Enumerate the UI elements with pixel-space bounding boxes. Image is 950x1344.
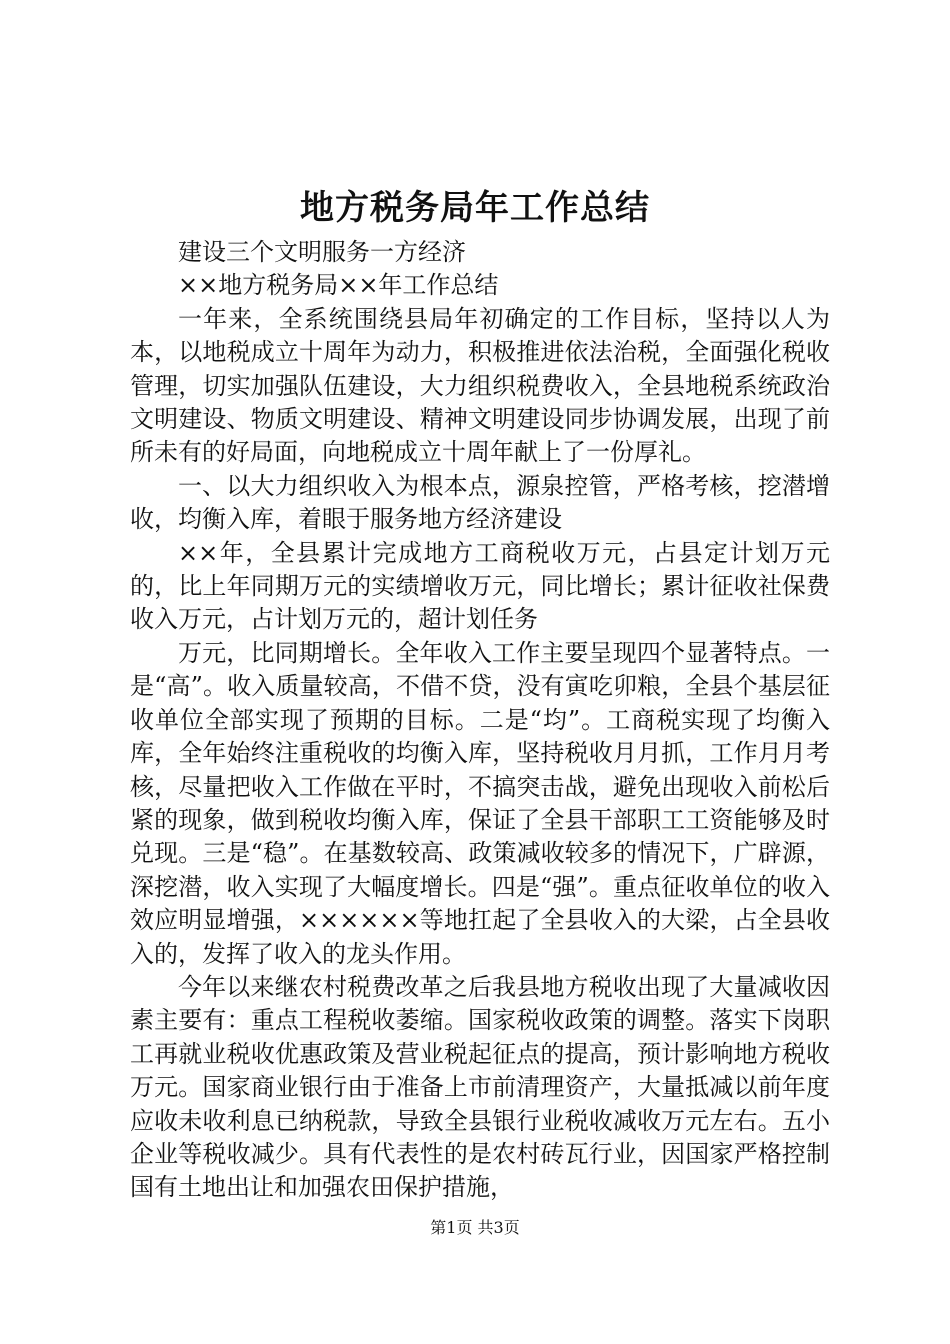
paragraph-subtitle: 建设三个文明服务一方经济 [178, 238, 466, 266]
paragraph-features: 万元，比同期增长。全年收入工作主要呈现四个显著特点。一是“高”。收入质量较高，不借不贷，没有寅吃卯粮，全县个基层征收单位全部实现了预期的目标。二是“均”。工商税实现了均衡入库，全年始终注重税收的均衡入库，坚持税收月月抓，工作月月考核，尽量把收入工作做在平时，不搞突击战，避免出现收入前松后紧的现象，做到税收均衡入库，保证了全县干部职工工资能够及时兑现。三是“稳”。在基数较高、政策减收较多的情况下，广辟源，深挖潜，收入实现了大幅度增长。四是“强”。重点征收单位的收入效应明显增强，××××××等地扛起了全县收入的大梁，占全县收入的，发挥了收入的龙头作用。 [130, 638, 830, 968]
paragraph-section-one: 一、以大力组织收入为根本点，源泉控管，严格考核，挖潜增收，均衡入库，着眼于服务地方经济建设 [130, 471, 830, 534]
paragraph-revenue: ××年，全县累计完成地方工商税收万元，占县定计划万元的，比上年同期万元的实绩增收万元，同比增长；累计征收社保费收入万元，占计划万元的，超计划任务 [130, 538, 830, 634]
paragraph-intro: 一年来，全系统围绕县局年初确定的工作目标，坚持以人为本，以地税成立十周年为动力，积极推进依法治税，全面强化税收管理，切实加强队伍建设，大力组织税费收入，全县地税系统政治文明建设、物质文明建设、精神文明建设同步协调发展，出现了前所未有的好局面，向地税成立十周年献上了一份厚礼。 [130, 304, 830, 467]
paragraph-heading: ××地方税务局××年工作总结 [178, 271, 499, 300]
document-body [130, 236, 830, 1205]
document-title: 地方税务局年工作总结 [300, 188, 650, 228]
paragraph-reduction: 今年以来继农村税费改革之后我县地方税收出现了大量减收因素主要有：重点工程税收萎缩。国家税收政策的调整。落实下岗职工再就业税收优惠政策及营业税起征点的提高，预计影响地方税收万元。国家商业银行由于准备上市前清理资产，大量抵减以前年度应收未收利息已纳税款，导致全县银行业税收减收万元左右。五小企业等税收减少。具有代表性的是农村砖瓦行业，因国家严格控制国有土地出让和加强农田保护措施， [130, 972, 830, 1202]
page-footer: 第1页 共3页 [430, 1218, 520, 1237]
